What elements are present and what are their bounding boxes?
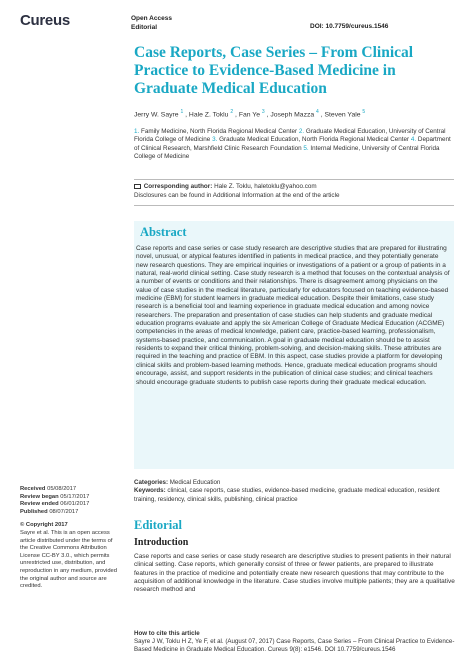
categories-keywords (134, 479, 456, 504)
affiliation-number: 4. (410, 136, 417, 144)
categories-value: Medical Education (169, 479, 221, 486)
date-label: Received (20, 486, 46, 492)
corresponding-author-label: Corresponding author: (143, 183, 213, 190)
date-value: 05/17/2017 (60, 493, 90, 500)
affiliations (134, 128, 454, 162)
abstract-text: Case reports and case series or case study research are descriptive studies that are prepared for illustrating novel, unusual, or atypical features identified in patients in medical practice, and they potentially generate new research questions. They are empirical inquiries or investigations of a patient or a group of patients in a natural, real-world clinical setting. Case study research is a method that focuses on the contextual analysis of a number of events or conditions and their relationships. There is disagreement among physicians on the value of case studies in the medical literature, particularly for educators focused on teaching evidence-based medicine (EBM) for student learners in graduate medical education. Despite their limitations, case study research is a beneficial tool and learning experience in graduate medical education and among novice researchers. The preparation and presentation of case studies can help students and graduate medical education programs evaluate and apply the six American College of Graduate Medical Education (ACGME) competencies in the areas of medical knowledge, patient care, practice-based learning, professionalism, systems-based practice, and communication. A goal in graduate medical education should be to assist residents to expand their critical thinking, problem-solving, and decision-making skills. These attributes are required in the teaching and practice of EBM. In this aspect, case studies provide a platform for developing clinical skills and problem-based learning methods. Hence, graduate medical education programs should encourage, assist, and support residents in the publication of clinical case studies; and clinical teachers should encourage graduate students to publish case reports during their graduate medical education. (136, 245, 450, 386)
categories-label: Categories: (134, 479, 169, 486)
abstract-heading: Abstract (140, 225, 187, 239)
date-label: Published (20, 508, 48, 515)
copyright-notice (20, 522, 120, 590)
article-sidebar (20, 486, 120, 591)
corresponding-author-value[interactable]: Hale Z. Toklu, haletoklu@yahoo.com (214, 183, 317, 190)
date-value: 08/07/2017 (49, 508, 79, 515)
keywords-value: clinical, case reports, case studies, evidence-based medicine, graduate medical education, resident training, residency, clinical skills, publishing, clinical practice (134, 487, 440, 503)
article-meta (131, 14, 172, 32)
affiliation-number: 5. (303, 144, 309, 152)
author-affiliation-sup: 4 (316, 109, 319, 115)
citation-block (134, 630, 458, 654)
doi-label[interactable]: DOI: 10.7759/cureus.1546 (310, 23, 389, 30)
affiliation-number: 1. (134, 128, 140, 135)
affiliation-text: Graduate Medical Education, North Florida Regional Medical Center (219, 136, 410, 144)
disclosure-note: Disclosures can be found in Additional Information at the end of the article (134, 191, 340, 199)
affiliation-number: 2. (298, 128, 305, 135)
introduction-heading: Introduction (134, 537, 189, 548)
correspondence (134, 183, 454, 200)
envelope-icon (134, 184, 141, 189)
affiliation-number: 3. (212, 136, 218, 144)
author-name[interactable]: Hale Z. Toklu (188, 111, 229, 119)
divider (134, 179, 454, 180)
author-affiliation-sup: 2 (230, 109, 234, 115)
author-list: Jerry W. Sayre $^1$ , Hale Z. Toklu $^2$ , Fan Ye $^3$ , Joseph Mazza $^4$ , Steven Yale $^5$ (134, 109, 366, 119)
article-type-label: Editorial (131, 24, 158, 31)
date-label: Review began (20, 493, 59, 500)
introduction-text: Case reports and case series or case study research are descriptive studies to present patients in their natural clinical setting. Case reports, which generally consist of three or fewer patients, are prepared to illustrate features in the practice of medicine and potentially create new research questions that may contribute to the acquisition of additional knowledge in the literature. Case studies involve multiple patients; they are a qualitative research method and (134, 553, 455, 594)
affiliation-text: Graduate Medical Education, University of Central Florida College of Medicine (134, 128, 446, 144)
citation-heading: How to cite this article (134, 630, 200, 637)
author-name[interactable]: Steven Yale (324, 111, 361, 119)
author-name[interactable]: Jerry W. Sayre (134, 111, 179, 119)
article-dates (20, 486, 120, 516)
affiliation-text: Internal Medicine, University of Central Florida College of Medicine (134, 144, 440, 161)
author-name[interactable]: Joseph Mazza (270, 111, 315, 119)
open-access-label: Open Access (131, 15, 172, 22)
date-value: 06/01/2017 (60, 501, 90, 508)
author-affiliation-sup: 1 (180, 109, 184, 115)
copyright-text: Sayre et al. This is an open access article distributed under the terms of the Creative Commons Attribution License CC-BY 3.0., which permits unrestricted use, distribution, and reproduction in any medium, provided the original author and source are credited. (20, 529, 117, 590)
affiliation-text: Family Medicine, North Florida Regional Medical Center (141, 128, 298, 135)
journal-logo: Cureus (20, 12, 70, 29)
divider (134, 205, 454, 206)
author-affiliation-sup: 3 (261, 109, 265, 115)
affiliation-text: Department of Clinical Research, Marshfield Clinic Research Foundation (134, 136, 451, 152)
author-affiliation-sup: 5 (362, 109, 366, 115)
keywords-label: Keywords: (134, 487, 166, 495)
copyright-label: © Copyright 2017 (20, 522, 68, 529)
date-label: Review ended (20, 501, 59, 508)
citation-text: Sayre J W, Toklu H Z, Ye F, et al. (August 07, 2017) Case Reports, Case Series – From Clinical Practice to Evidence-Based Medicine in Graduate Medical Education. Cureus 9(8): e1546. DOI 10.7759/cureus.1546 (134, 638, 455, 653)
date-value: 05/08/2017 (47, 486, 77, 492)
author-name[interactable]: Fan Ye (238, 111, 260, 119)
editorial-heading: Editorial (134, 518, 182, 532)
article-title: Case Reports, Case Series – From Clinical Practice to Evidence-Based Medicine in Graduate Medical Education (134, 44, 414, 97)
